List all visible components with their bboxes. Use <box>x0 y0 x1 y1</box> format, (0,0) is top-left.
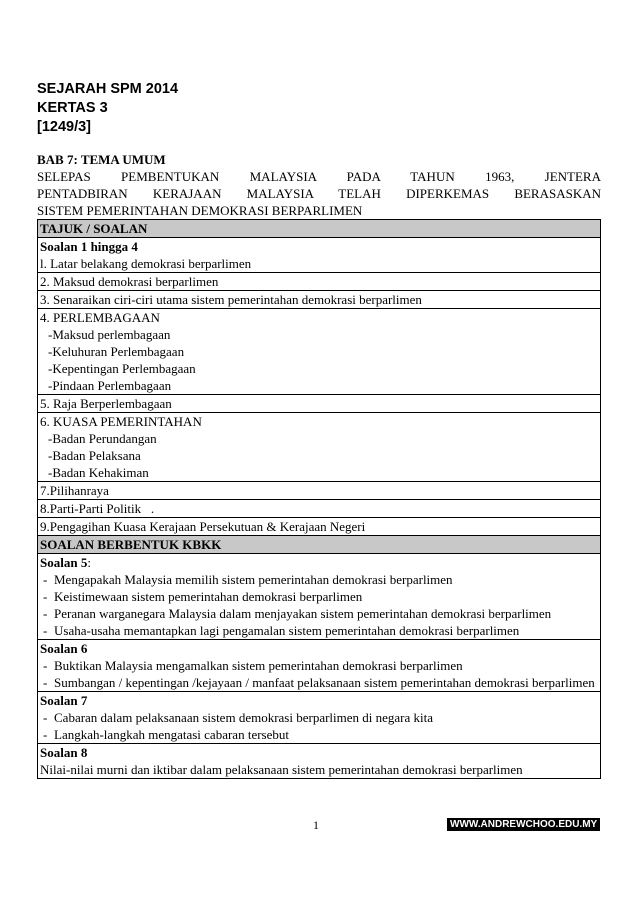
question-label: Soalan 7 <box>40 693 88 708</box>
document-page <box>37 80 601 779</box>
list-item: - Usaha-usaha memantapkan lagi pengamalan sistem pemerintahan demokrasi berparlimen <box>40 622 598 639</box>
subject-title: SEJARAH SPM 2014 <box>37 81 179 97</box>
table-row <box>38 554 601 640</box>
paper-code: [1249/3] <box>37 119 92 135</box>
theme-line-3: SISTEM PEMERINTAHAN DEMOKRASI BERPARLIMEN <box>37 203 363 218</box>
sub-item: -Badan Pelaksana <box>48 448 141 463</box>
topic-item: 6. KUASA PEMERINTAHAN <box>40 414 202 429</box>
sub-item: -Keluhuran Perlembagaan <box>48 344 185 359</box>
table-row <box>38 640 601 692</box>
sub-item: -Badan Perundangan <box>48 431 157 446</box>
table-row <box>38 220 601 238</box>
topic-item: 3. Senaraikan ciri-ciri utama sistem pemerintahan demokrasi berparlimen <box>38 291 601 309</box>
topic-item: 9.Pengagihan Kuasa Kerajaan Persekutuan & Kerajaan Negeri <box>38 518 601 536</box>
question-label: Soalan 5 <box>40 555 88 570</box>
table-row <box>38 500 601 518</box>
question-list <box>40 571 598 639</box>
topics-table <box>37 219 601 779</box>
label-colon: : <box>87 555 91 570</box>
sub-item: -Maksud perlembagaan <box>48 327 171 342</box>
topic-item: 2. Maksud demokrasi berparlimen <box>38 273 601 291</box>
topic-item: 4. PERLEMBAGAAN <box>40 310 160 325</box>
topic-item: 7.Pilihanraya <box>38 482 601 500</box>
theme-line-2: PENTADBIRAN KERAJAAN MALAYSIA TELAH DIPERKEMAS BERASASKAN <box>37 186 601 201</box>
list-item: - Sumbangan / kepentingan /kejayaan / manfaat pelaksanaan sistem pemerintahan demokrasi berparlimen <box>40 674 598 691</box>
table-row <box>38 536 601 554</box>
table-row <box>38 273 601 291</box>
table-row <box>38 744 601 779</box>
question-label: Soalan 8 <box>40 745 88 760</box>
table-row <box>38 395 601 413</box>
paper-title: KERTAS 3 <box>37 100 108 116</box>
list-item: - Mengapakah Malaysia memilih sistem pemerintahan demokrasi berparlimen <box>40 571 598 588</box>
list-item: - Peranan warganegara Malaysia dalam menjayakan sistem pemerintahan demokrasi berparlimen <box>40 605 598 622</box>
topic-item: 8.Parti-Parti Politik . <box>38 500 601 518</box>
sub-item: -Kepentingan Perlembagaan <box>48 361 196 376</box>
question-text: Nilai-nilai murni dan iktibar dalam pelaksanaan sistem pemerintahan demokrasi berparlimen <box>40 762 523 777</box>
section-header: SOALAN BERBENTUK KBKK <box>38 536 601 554</box>
list-item: - Cabaran dalam pelaksanaan sistem demokrasi berparlimen di negara kita <box>40 709 598 726</box>
question-list <box>40 709 598 743</box>
list-item: - Langkah-langkah mengatasi cabaran tersebut <box>40 726 598 743</box>
table-row <box>38 692 601 744</box>
table-row <box>38 238 601 273</box>
topic-item: l. Latar belakang demokrasi berparlimen <box>40 256 252 271</box>
table-header: TAJUK / SOALAN <box>38 220 601 238</box>
chapter-title: BAB 7: TEMA UMUM <box>37 152 166 167</box>
question-label: Soalan 1 hingga 4 <box>40 239 138 254</box>
topic-item: 5. Raja Berperlembagaan <box>38 395 601 413</box>
table-row <box>38 309 601 395</box>
table-row <box>38 291 601 309</box>
list-item: - Buktikan Malaysia mengamalkan sistem pemerintahan demokrasi berparlimen <box>40 657 598 674</box>
website-badge: WWW.ANDREWCHOO.EDU.MY <box>447 818 600 831</box>
sub-item: -Badan Kehakiman <box>48 465 149 480</box>
list-item: - Keistimewaan sistem pemerintahan demokrasi berparlimen <box>40 588 598 605</box>
document-header <box>37 80 601 137</box>
sub-item: -Pindaan Perlembagaan <box>48 378 172 393</box>
theme-line-1: SELEPAS PEMBENTUKAN MALAYSIA PADA TAHUN 1963, JENTERA <box>37 169 601 184</box>
table-row <box>38 482 601 500</box>
table-row <box>38 518 601 536</box>
table-row <box>38 413 601 482</box>
question-list <box>40 657 598 691</box>
page-number: 1 <box>313 818 319 832</box>
question-label: Soalan 6 <box>40 641 88 656</box>
